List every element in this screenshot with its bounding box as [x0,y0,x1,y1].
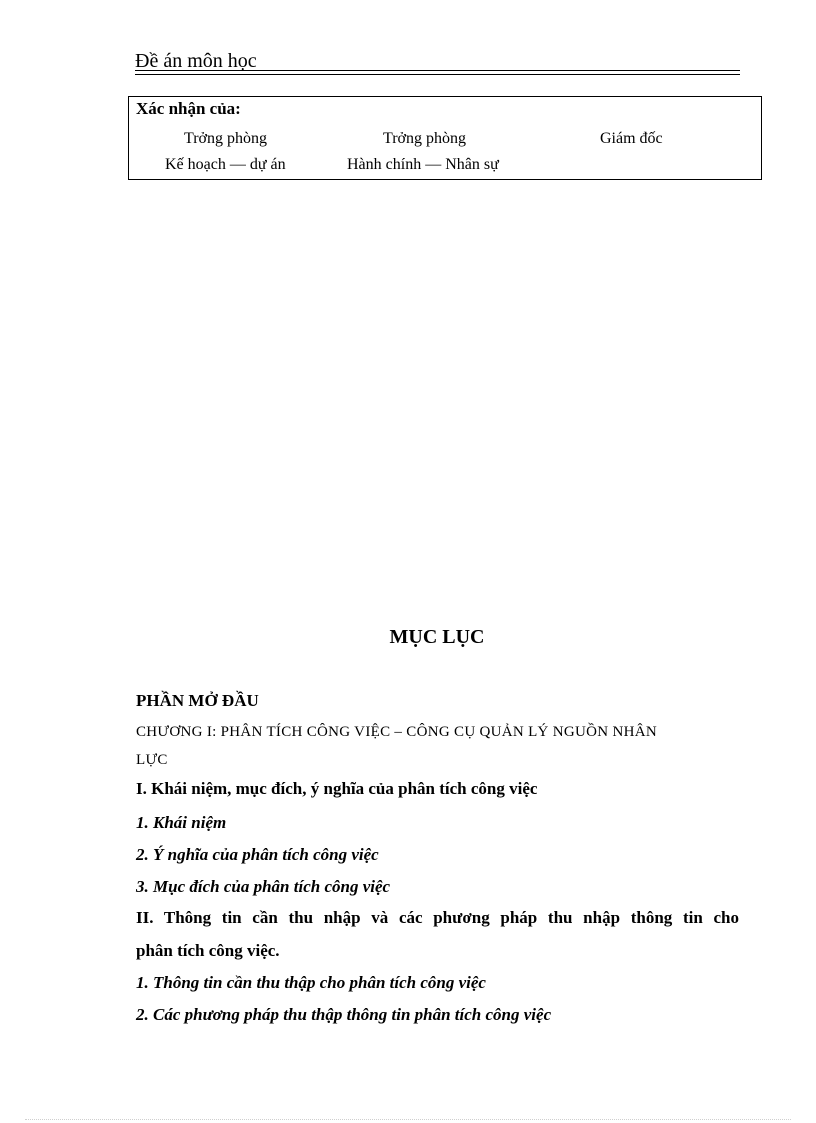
toc-section1-1: 1. Khái niệm [136,813,227,832]
toc-section1-2: 2. Ý nghĩa của phân tích công việc [136,845,379,864]
toc-section1: I. Khái niệm, mục đích, ý nghĩa của phân tích công việc [136,779,538,798]
toc-section2-line1: II. Thông tin cần thu nhập và các phương pháp thu nhập thông tin cho [136,908,739,927]
toc-section2-2: 2. Các phương pháp thu thập thông tin phân tích công việc [136,1005,552,1024]
toc-intro: PHẦN MỞ ĐẦU [136,691,259,710]
toc-section1-3: 3. Mục đích của phân tích công việc [136,877,391,896]
signature-col1-line2: Kế hoạch — dự án [165,156,286,173]
confirmation-box [128,96,762,180]
toc-title: MỤC LỤC [389,626,485,648]
signature-col2-line1: Trởng phòng [383,130,466,147]
toc-chapter1-line1: CHƯƠNG I: PHÂN TÍCH CÔNG VIỆC – CÔNG CỤ QUẢN LÝ NGUỒN NHÂN [136,724,657,740]
confirmation-label: Xác nhận của: [136,99,241,118]
header-double-rule [135,70,740,75]
toc-section2-line2: phân tích công việc. [136,941,280,960]
page-bottom-dotted-edge [25,1119,791,1120]
document-header-title: Đề án môn học [135,50,257,72]
toc-chapter1-line2: LỰC [136,752,168,768]
toc-section2-1: 1. Thông tin cần thu thập cho phân tích công việc [136,973,486,992]
signature-col2-line2: Hành chính — Nhân sự [347,156,499,173]
signature-col3-line1: Giám đốc [600,130,663,147]
signature-col1-line1: Trởng phòng [184,130,267,147]
